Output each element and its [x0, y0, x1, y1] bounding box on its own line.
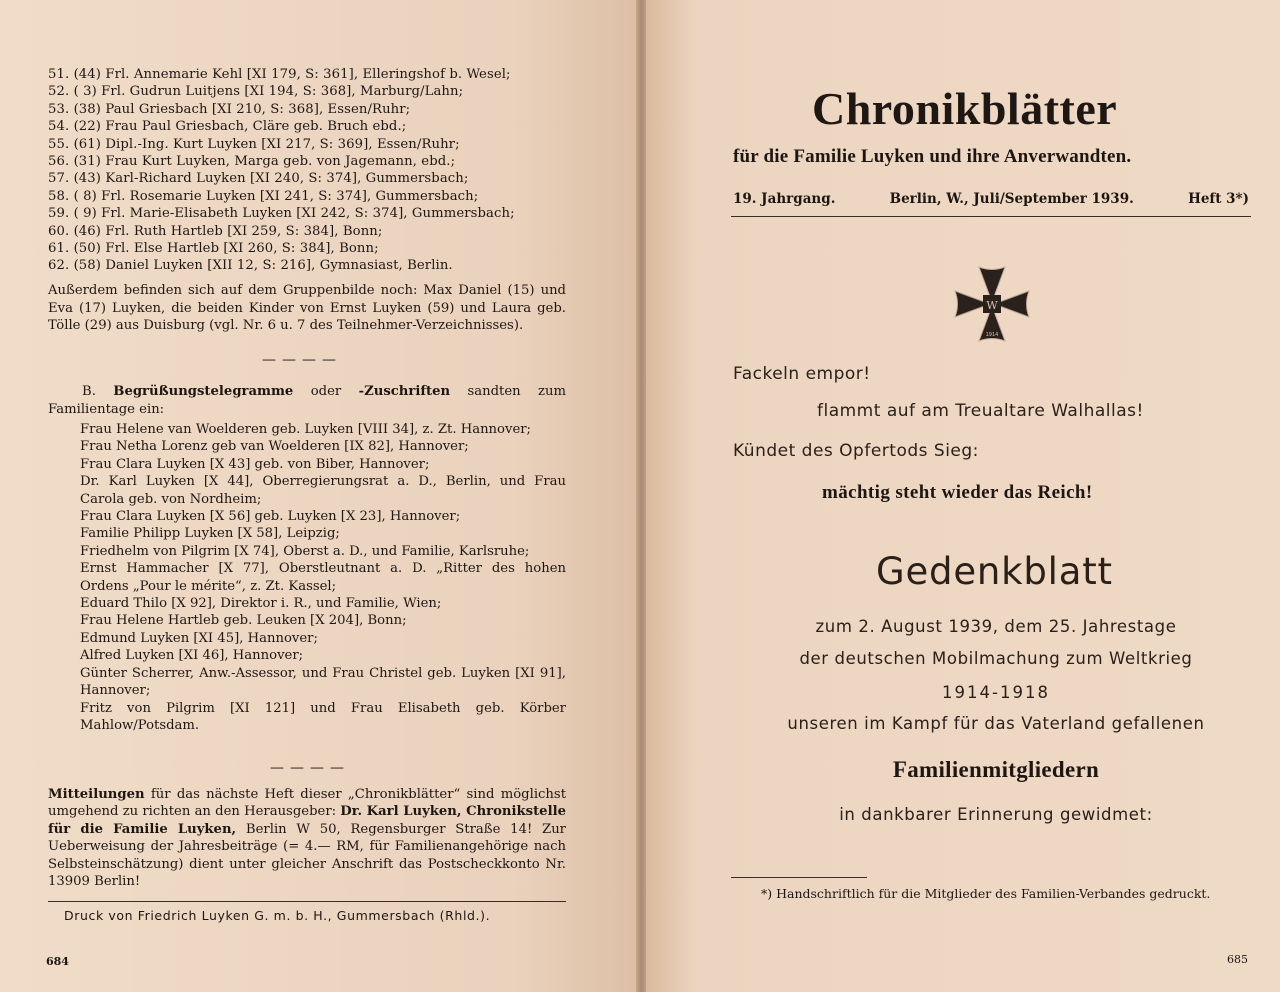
iron-cross-icon	[951, 263, 1033, 345]
list-item: 57. (43) Karl-Richard Luyken [XI 240, S: 374], Gummersbach;	[48, 171, 469, 187]
issue-info	[733, 191, 1249, 207]
list-item: Dr. Karl Luyken [X 44], Oberregierungsrat a. D., Berlin, und Frau Carola geb. von Nordheim;	[80, 474, 566, 507]
section-b-label: B.	[82, 384, 96, 399]
issue-number: Heft 3*)	[1188, 191, 1249, 207]
divider	[731, 216, 1251, 217]
notice-bold-label: Mitteilungen	[48, 787, 145, 802]
cross-year: 1914	[985, 332, 999, 338]
list-item: Friedhelm von Pilgrim [X 74], Oberst a. D., und Familie, Karlsruhe;	[80, 543, 530, 559]
participant-list	[48, 66, 568, 275]
section-b-or: oder	[310, 384, 342, 399]
list-item: Frau Helene Hartleb geb. Leuken [X 204], Bonn;	[80, 613, 407, 629]
poem-line-2: flammt auf am Treualtare Walhallas!	[817, 401, 1144, 421]
section-separator-2: ————	[270, 760, 350, 776]
list-item: 54. (22) Frau Paul Griesbach, Cläre geb. Bruch ebd.;	[48, 119, 407, 135]
section-b-bold-letters: -Zuschriften	[358, 384, 451, 399]
group-photo-note: Außerdem befinden sich auf dem Gruppenbilde noch: Max Daniel (15) und Eva (17) Luyken, die beiden Kinder von Ernst Luyken (59) und Laura geb. Tölle (29) aus Duisburg (vgl. Nr. 6 u. 7 des Teilnehmer-Verzeichnisses).	[48, 283, 566, 333]
list-item: 58. ( 8) Frl. Rosemarie Luyken [XI 241, S: 374], Gummersbach;	[48, 188, 479, 204]
dedication-line-4: unseren im Kampf für das Vaterland gefallenen	[787, 714, 1205, 733]
list-item: 59. ( 9) Frl. Marie-Elisabeth Luyken [XI 242, S: 374], Gummersbach;	[48, 206, 515, 222]
list-item: Frau Helene van Woelderen geb. Luyken [VIII 34], z. Zt. Hannover;	[80, 422, 531, 437]
memorial-heading: Gedenkblatt	[876, 550, 1113, 593]
notice-publisher: Dr. Karl Luyken, Chronikstelle für die Familie Luyken,	[48, 804, 566, 837]
dedication-line-1: zum 2. August 1939, dem 25. Jahrestage	[815, 617, 1177, 636]
list-item: Günter Scherrer, Anw.-Assessor, und Frau Christel geb. Luyken [XI 91], Hannover;	[80, 665, 566, 699]
section-b-bold-telegrams: Begrüßungstelegramme	[113, 384, 294, 399]
printer-imprint: Druck von Friedrich Luyken G. m. b. H., Gummersbach (Rhld.).	[64, 908, 491, 923]
cross-letter: W	[986, 299, 998, 312]
dedication-line-2: der deutschen Mobilmachung zum Weltkrieg	[799, 649, 1193, 668]
divider	[48, 901, 566, 902]
section-b-rest: sandten zum Familientage ein:	[48, 384, 566, 417]
list-item: Edmund Luyken [XI 45], Hannover;	[80, 630, 318, 646]
dedication-years: 1914-1918	[942, 683, 1050, 702]
list-item: Frau Clara Luyken [X 56] geb. Luyken [X 23], Hannover;	[80, 509, 461, 525]
poem-line-3: Kündet des Opfertods Sieg:	[733, 441, 979, 461]
family-members-heading: Familienmitgliedern	[892, 757, 1100, 782]
footnote: *) Handschriftlich für die Mitglieder des Familien-Verbandes gedruckt.	[761, 886, 1211, 901]
list-item: Eduard Thilo [X 92], Direktor i. R., und Familie, Wien;	[80, 596, 442, 612]
footnote-divider	[731, 877, 867, 878]
page-subtitle: für die Familie Luyken und ihre Anverwandten.	[733, 146, 1132, 167]
dedication-end: in dankbarer Erinnerung gewidmet:	[839, 805, 1153, 824]
notice-text: für das nächste Heft dieser „Chronikblätter“ sind möglichst umgehend zu richten an den Herausgeber:	[48, 787, 566, 820]
poem-line-1: Fackeln empor!	[733, 364, 871, 384]
list-item: 60. (46) Frl. Ruth Hartleb [XI 259, S: 384], Bonn;	[48, 223, 383, 239]
list-item: 55. (61) Dipl.-Ing. Kurt Luyken [XI 217, S: 369], Essen/Ruhr;	[48, 136, 460, 152]
page-title: Chronikblätter	[812, 83, 1118, 134]
issue-place-date: Berlin, W., Juli/September 1939.	[889, 191, 1134, 207]
section-separator: ————	[262, 352, 342, 368]
sender-list	[80, 421, 566, 734]
list-item: 53. (38) Paul Griesbach [XI 210, S: 368], Essen/Ruhr;	[48, 101, 411, 117]
list-item: 61. (50) Frl. Else Hartleb [XI 260, S: 384], Bonn;	[48, 241, 379, 257]
list-item: Fritz von Pilgrim [XI 121] und Frau Elisabeth geb. Körber Mahlow/Potsdam.	[80, 700, 566, 733]
page-number-left: 684	[46, 955, 69, 968]
list-item: Alfred Luyken [XI 46], Hannover;	[80, 648, 304, 664]
list-item: 56. (31) Frau Kurt Luyken, Marga geb. von Jagemann, ebd.;	[48, 154, 456, 170]
issue-year: 19. Jahrgang.	[733, 191, 836, 207]
list-item: Familie Philipp Luyken [X 58], Leipzig;	[80, 526, 340, 542]
list-item: 62. (58) Daniel Luyken [XII 12, S: 216], Gymnasiast, Berlin.	[48, 258, 453, 274]
notice-address: Berlin W 50, Regensburger Straße 14! Zur Ueberweisung der Jahresbeiträge (= 4.— RM, für Familienangehörige nach Selbsteinschätzung) dient unter gleicher Anschrift das Postscheckkonto Nr. 13909 Berlin!	[48, 821, 566, 890]
section-b-heading	[48, 383, 566, 418]
list-item: 51. (44) Frl. Annemarie Kehl [XI 179, S: 361], Elleringshof b. Wesel;	[48, 67, 511, 82]
list-item: Frau Netha Lorenz geb van Woelderen [IX 82], Hannover;	[80, 439, 469, 455]
list-item: Ernst Hammacher [X 77], Oberstleutnant a. D. „Ritter des hohen Ordens „Pour le mérite“, z. Zt. Kassel;	[80, 561, 566, 594]
list-item: 52. ( 3) Frl. Gudrun Luitjens [XI 194, S: 368], Marburg/Lahn;	[48, 84, 464, 100]
poem-line-4: mächtig steht wieder das Reich!	[822, 482, 1093, 503]
page-number-right: 685	[1227, 953, 1248, 966]
publisher-notice	[48, 786, 566, 890]
list-item: Frau Clara Luyken [X 43] geb. von Biber, Hannover;	[80, 456, 430, 472]
